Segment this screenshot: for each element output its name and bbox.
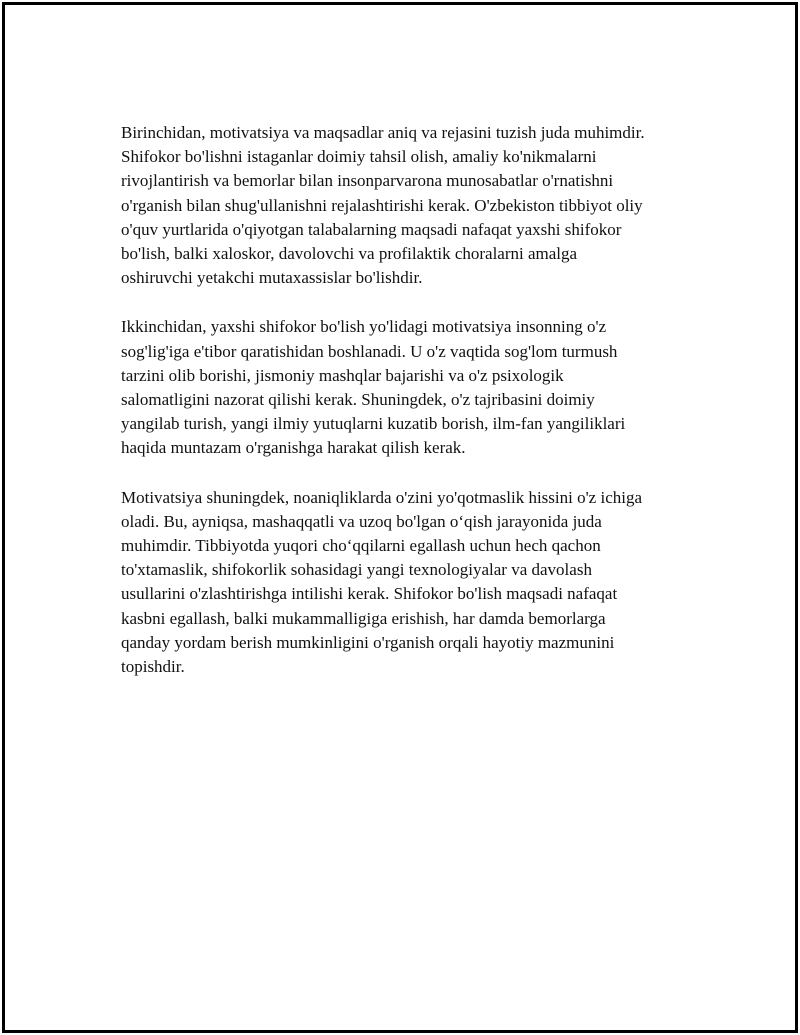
paragraph-3: Motivatsiya shuningdek, noaniqliklarda o'zini yo'qotmaslik hissini o'z ichiga oladi. Bu, ayniqsa, mashaqqatli va uzoq bo'lgan o‘qish jarayonida juda muhimdir. Tibbiyotda yuqori cho‘qqilarni egallash uchun hech qachon to'xtamaslik, shifokorlik sohasidagi yangi texnologiyalar va davolash usullarini o'zlashtirishga intilishi kerak. Shifokor bo'lish maqsadi nafaqat kasbni egallash, balki mukammalligiga erishish, har damda bemorlarga qanday yordam berish mumkinligini o'rganish orqali hayotiy mazmunini topishdir. (121, 487, 643, 677)
paragraph-1: Birinchidan, motivatsiya va maqsadlar aniq va rejasini tuzish juda muhimdir. Shifokor bo'lishni istaganlar doimiy tahsil olish, amaliy ko'nikmalarni rivojlantirish va bemorlar bilan insonparvarona munosabatlar o'rnatishni o'rganish bilan shug'ullanishni rejalashtirishi kerak. O'zbekiston tibbiyot oliy o'quv yurtlarida o'qiyotgan talabalarning maqsadi nafaqat yaxshi shifokor bo'lish, balki xaloskor, davolovchi va profilaktik choralarni amalga oshiruvchi yetakchi mutaxassislar bo'lishdir. (121, 123, 645, 288)
paragraph-2: Ikkinchidan, yaxshi shifokor bo'lish yo'lidagi motivatsiya insonning o'z sog'lig'iga e'tibor qaratishidan boshlanadi. U o'z vaqtida sog'lom turmush tarzini olib borishi, jismoniy mashqlar bajarishi va o'z psixologik salomatligini nazorat qilishi kerak. Shuningdek, o'z tajribasini doimiy yangilab turish, yangi ilmiy yutuqlarni kuzatib borish, ilm-fan yangiliklari haqida muntazam o'rganishga harakat qilish kerak. (121, 317, 626, 458)
page-frame (2, 2, 798, 1033)
document-body (121, 121, 701, 704)
